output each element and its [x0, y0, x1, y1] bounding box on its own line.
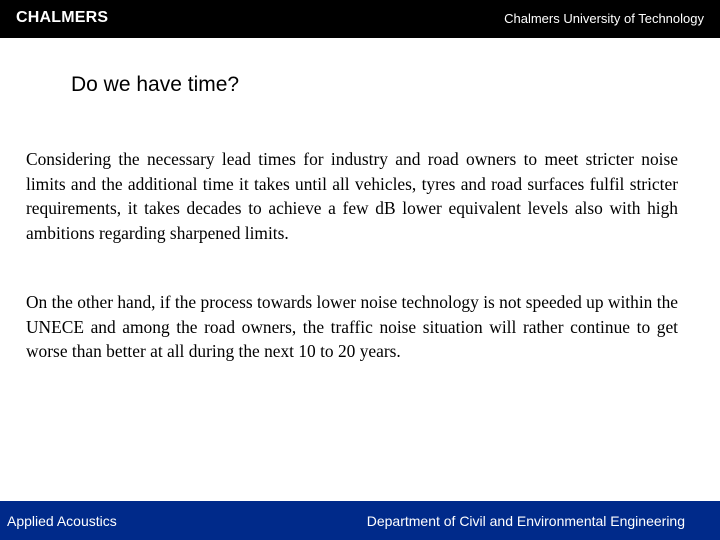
chalmers-logo: CHALMERS — [16, 9, 109, 26]
header-bar — [0, 0, 720, 38]
institution-name: Chalmers University of Technology — [504, 11, 704, 26]
footer-bar — [0, 501, 720, 540]
footer-division: Applied Acoustics — [7, 513, 117, 529]
slide-title: Do we have time? — [71, 73, 240, 96]
footer-department: Department of Civil and Environmental Engineering — [366, 513, 685, 529]
body-paragraph-2: On the other hand, if the process towards lower noise technology is not speeded up within the UNECE and among the road owners, the traffic noise situation will rather continue to get worse than better at all during the next 10 to 20 years. — [26, 292, 678, 361]
body-paragraph-1: Considering the necessary lead times for industry and road owners to meet stricter noise limits and the additional time it takes until all vehicles, tyres and road surfaces fulfil stricter requirements, it takes decades to achieve a few dB lower equivalent levels also with high ambitions regarding sharpened limits. — [26, 149, 678, 243]
